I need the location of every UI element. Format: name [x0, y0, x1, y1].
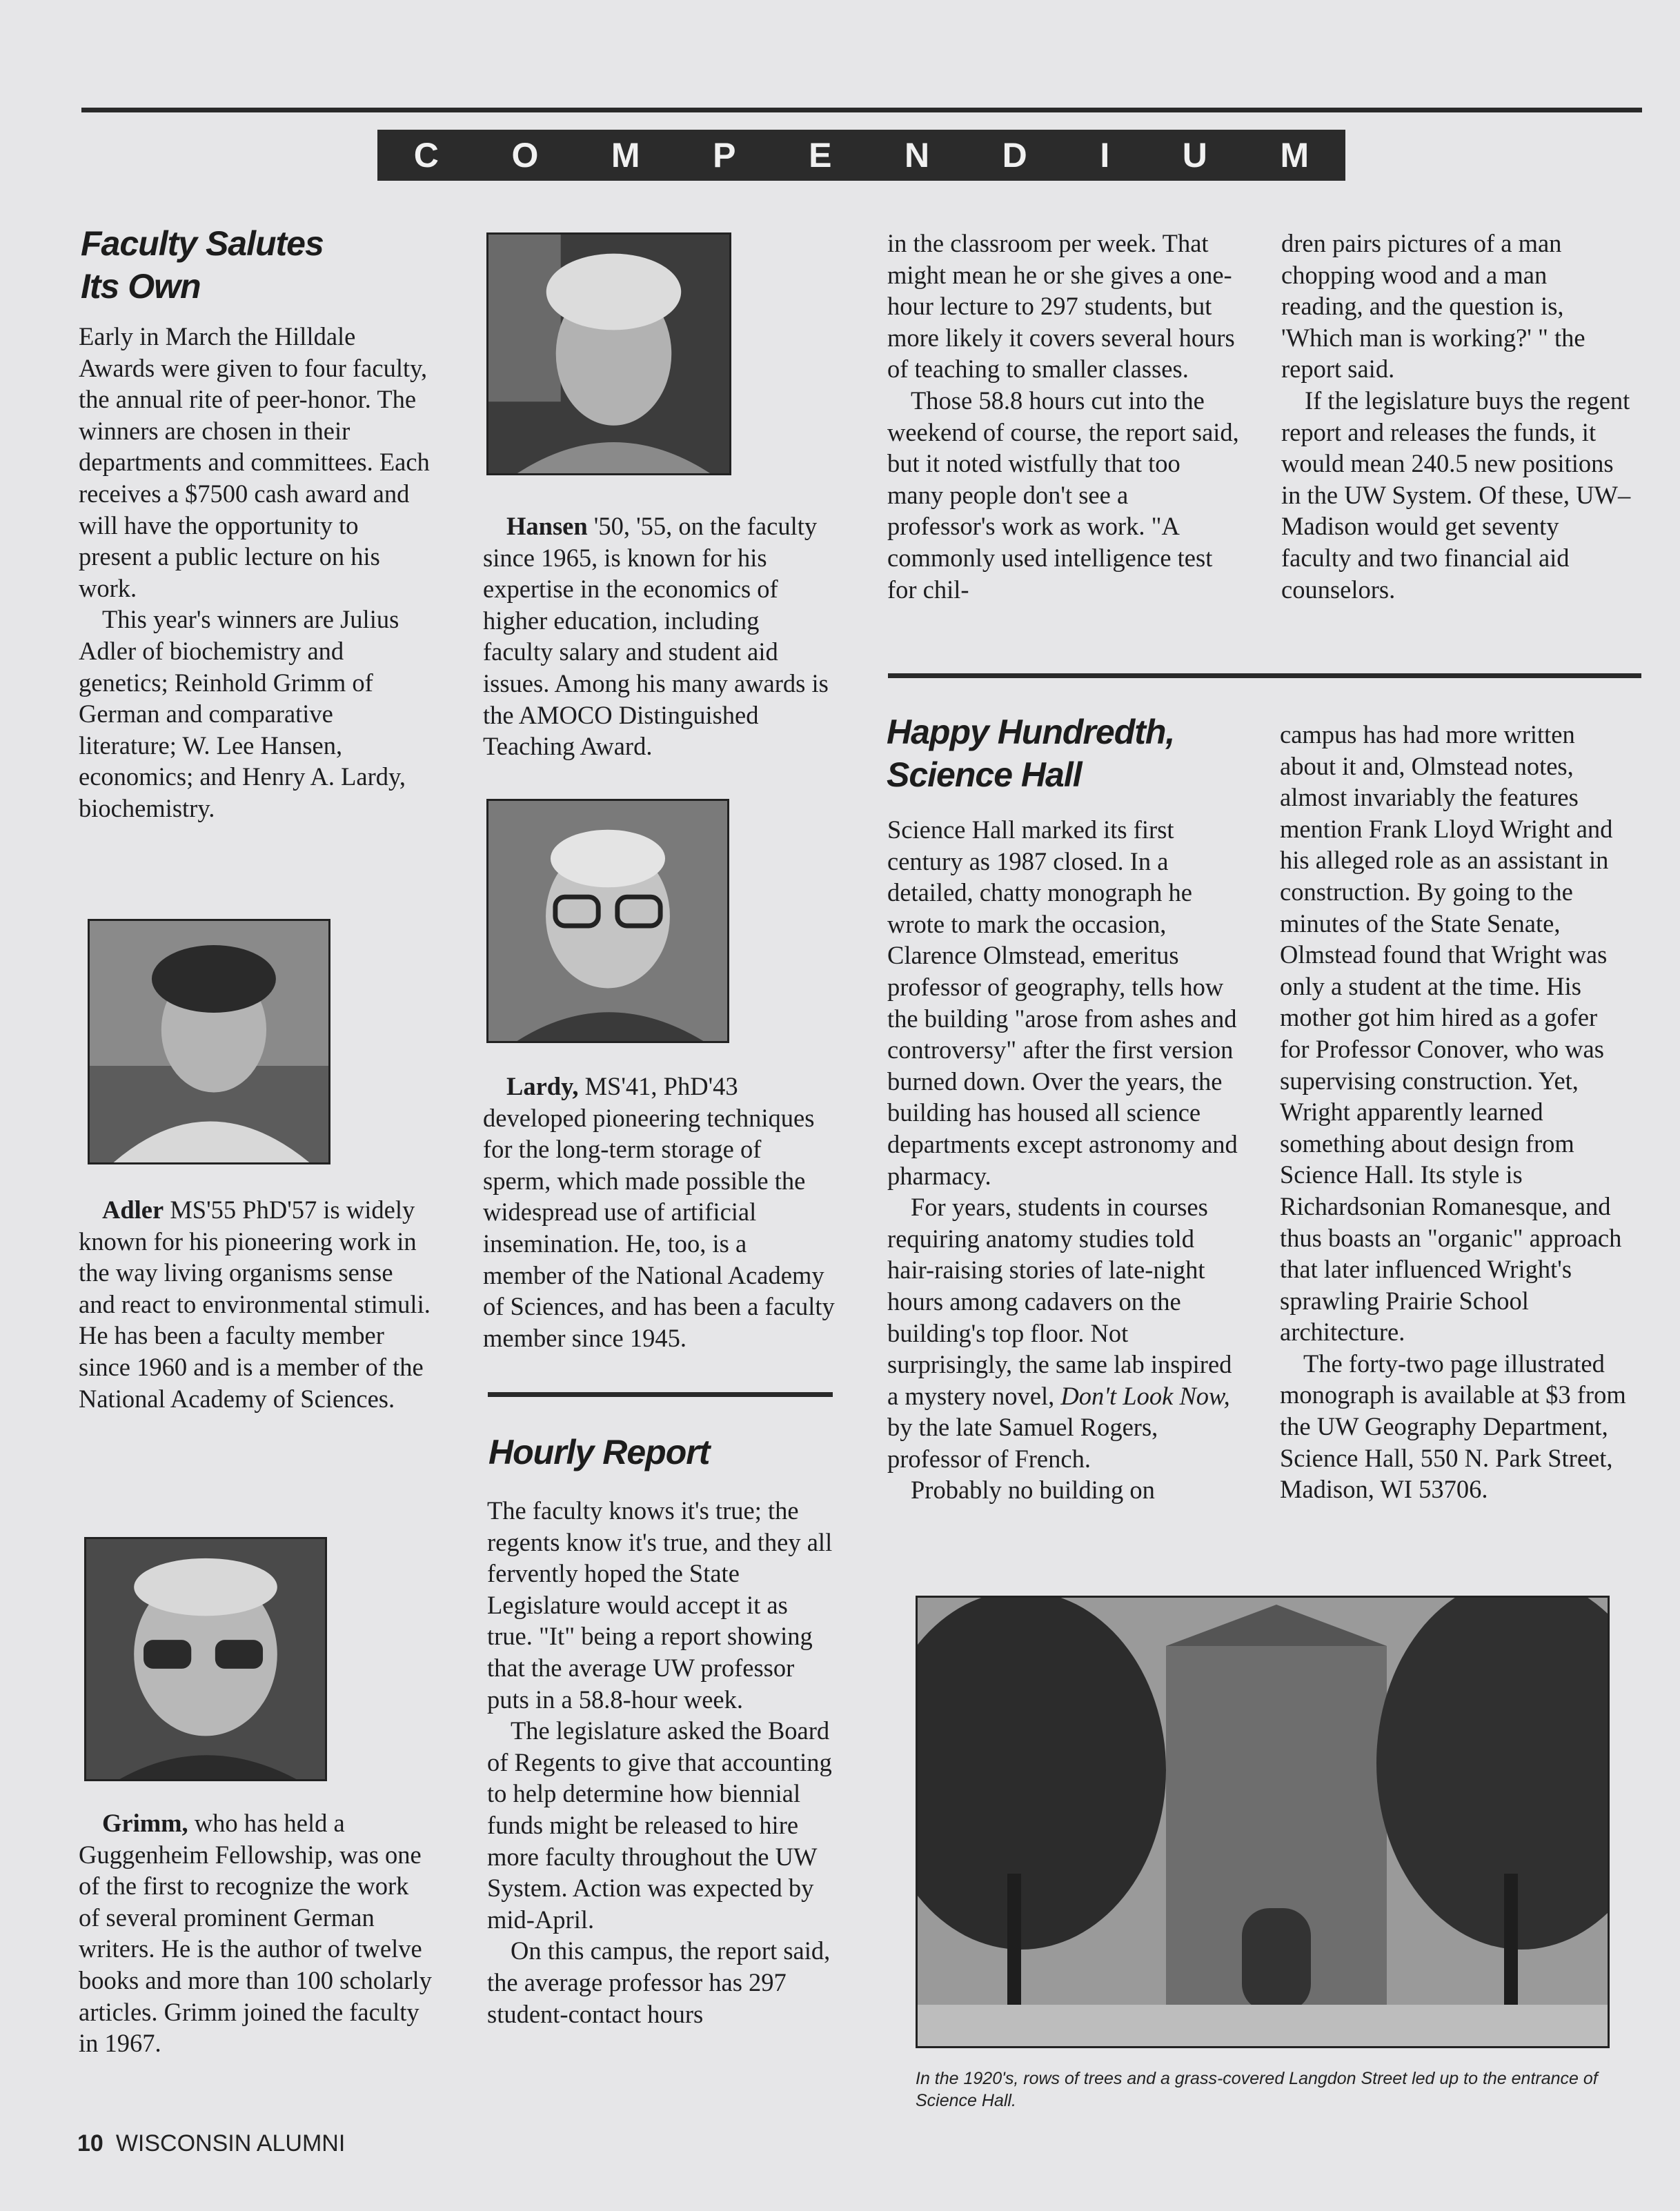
hourly-report-headline: Hourly Report	[488, 1433, 710, 1471]
banner-letter: P	[713, 136, 736, 175]
science-hall-body-col3	[887, 814, 1239, 1506]
adler-name: Adler	[102, 1196, 164, 1224]
lardy-bio	[483, 1071, 835, 1354]
lardy-text: MS'41, PhD'43 developed pioneering techniques for the long-term storage of sperm, which made possible the widespread use of artificial insemination. He, too, is a member of the National Academy of Sciences, and has been a faculty member since 1945.	[483, 1072, 835, 1352]
hourly-report-body-col3	[887, 228, 1242, 605]
paragraph: Early in March the Hilldale Awards were given to four faculty, the annual rite of peer-honor. The winners are chosen in their departments and committees. Each receives a $7500 cash award and will have the opportunity to present a public lecture on his work.	[79, 322, 430, 602]
grimm-bio	[79, 1807, 432, 2059]
banner-letter: D	[1002, 136, 1027, 175]
hansen-name: Hansen	[506, 512, 588, 540]
grimm-portrait-photo	[84, 1537, 327, 1781]
paragraph: The legislature asked the Board of Regents to give that accounting to help determine how biennial funds might be released to hire more faculty throughout the UW System. Action was expected by mid-April.	[487, 1716, 832, 1934]
lardy-name: Lardy,	[506, 1072, 579, 1100]
banner-letter: M	[1280, 136, 1310, 175]
paragraph: If the legislature buys the regent report and releases the funds, it would mean 240.5 new positions in the UW System. Of these, UW–Madison would get seventy faculty and two financial aid counselors.	[1281, 386, 1631, 604]
science-hall-photo-caption: In the 1920's, rows of trees and a grass-covered Langdon Street led up to the entrance of Science Hall.	[916, 2069, 1598, 2110]
top-rule	[81, 108, 1642, 112]
hourly-report-body-col2	[487, 1495, 835, 2030]
adler-portrait-photo	[88, 919, 330, 1164]
hourly-report-body-col4	[1281, 228, 1632, 605]
adler-bio	[79, 1194, 432, 1414]
banner-letter: C	[413, 136, 439, 175]
paragraph: in the classroom per week. That might mean he or she gives a one-hour lecture to 297 students, but more likely it covers several hours of teaching to smaller classes.	[887, 229, 1235, 384]
paragraph: dren pairs pictures of a man chopping wood and a man reading, and the question is, 'Which man is working?' " the report said.	[1281, 229, 1585, 384]
hansen-portrait-photo	[486, 232, 731, 475]
banner-letter: U	[1182, 136, 1207, 175]
faculty-salutes-intro	[79, 321, 432, 824]
science-hall-body-col4	[1280, 719, 1632, 1505]
science-hall-rule	[888, 673, 1641, 678]
hansen-text: '50, '55, on the faculty since 1965, is known for his expertise in the economics of higher education, including faculty salary and student aid issues. Among his many awards is the AMOCO Distinguished Teaching Award.	[483, 512, 829, 761]
paragraph: This year's winners are Julius Adler of biochemistry and genetics; Reinhold Grimm of German and comparative literature; W. Lee Hansen, economics; and Henry A. Lardy, biochemistry.	[79, 605, 406, 822]
adler-text: MS'55 PhD'57 is widely known for his pioneering work in the way living organisms sense and react to environmental stimuli. He has been a faculty member since 1960 and is a member of the National Academy of Sciences.	[79, 1196, 431, 1413]
faculty-salutes-headline: Faculty Salutes Its Own	[81, 224, 324, 306]
hourly-report-rule	[488, 1392, 833, 1397]
science-hall-headline: Happy Hundredth, Science Hall	[887, 713, 1175, 794]
paragraph: The faculty knows it's true; the regents know it's true, and they all fervently hoped the State Legislature would accept it as true. "It" being a report showing that the average UW professor puts in a 58.8-hour week.	[487, 1496, 833, 1714]
paragraph: On this campus, the report said, the average professor has 297 student-contact hours	[487, 1936, 831, 2028]
section-banner	[377, 130, 1345, 181]
banner-letter: N	[904, 136, 930, 175]
page-footer	[77, 2130, 345, 2157]
grimm-text: who has held a Guggenheim Fellowship, was one of the first to recognize the work of several prominent German writers. He is the author of twelve books and more than 100 scholarly articles. Grimm joined the faculty in 1967.	[79, 1809, 432, 2058]
banner-letter: M	[611, 136, 640, 175]
paragraph: Science Hall marked its first century as 1987 closed. In a detailed, chatty monograph he wrote to mark the occasion, Clarence Olmstead, emeritus professor of geography, tells how the building "arose from ashes and controversy" after the first version burned down. Over the years, the building has housed all science departments except astronomy and pharmacy.	[887, 815, 1238, 1190]
banner-letter: O	[511, 136, 539, 175]
novel-title: Don't Look Now,	[1060, 1381, 1230, 1410]
banner-letter: E	[809, 136, 832, 175]
paragraph: For years, students in courses requiring anatomy studies told hair-raising stories of late-night hours among cadavers on the building's top floor. Not surprisingly, the same lab inspired a mystery novel,	[887, 1193, 1232, 1410]
lardy-portrait-photo	[486, 799, 729, 1043]
hansen-bio	[483, 510, 835, 762]
paragraph: Probably no building on	[911, 1476, 1155, 1505]
paragraph: Those 58.8 hours cut into the weekend of course, the report said, but it noted wistfully that too many people don't see a professor's work as work. "A commonly used intelligence test for chil-	[887, 386, 1239, 604]
publication-name: WISCONSIN ALUMNI	[115, 2130, 346, 2157]
page-number: 10	[77, 2130, 103, 2157]
science-hall-photo	[916, 1596, 1610, 2048]
grimm-name: Grimm,	[102, 1809, 188, 1837]
paragraph: campus has had more written about it and, Olmstead notes, almost invariably the features mention Frank Lloyd Wright and his alleged role as an assistant in construction. By going to the minutes of the State Senate, Olmstead found that Wright was only a student at the time. His mother got him hired as a gofer for Professor Conover, who was supervising construction. Yet, Wright apparently learned something about design from Science Hall. Its style is Richardsonian Romanesque, and thus boasts an "organic" approach that later influenced Wright's sprawling Prairie School architecture.	[1280, 720, 1622, 1347]
paragraph: by the late Samuel Rogers, professor of French.	[887, 1413, 1158, 1473]
banner-letter: I	[1100, 136, 1110, 175]
paragraph: The forty-two page illustrated monograph is available at $3 from the UW Geography Department, Science Hall, 550 N. Park Street, Madison, WI 53706.	[1280, 1349, 1626, 1504]
